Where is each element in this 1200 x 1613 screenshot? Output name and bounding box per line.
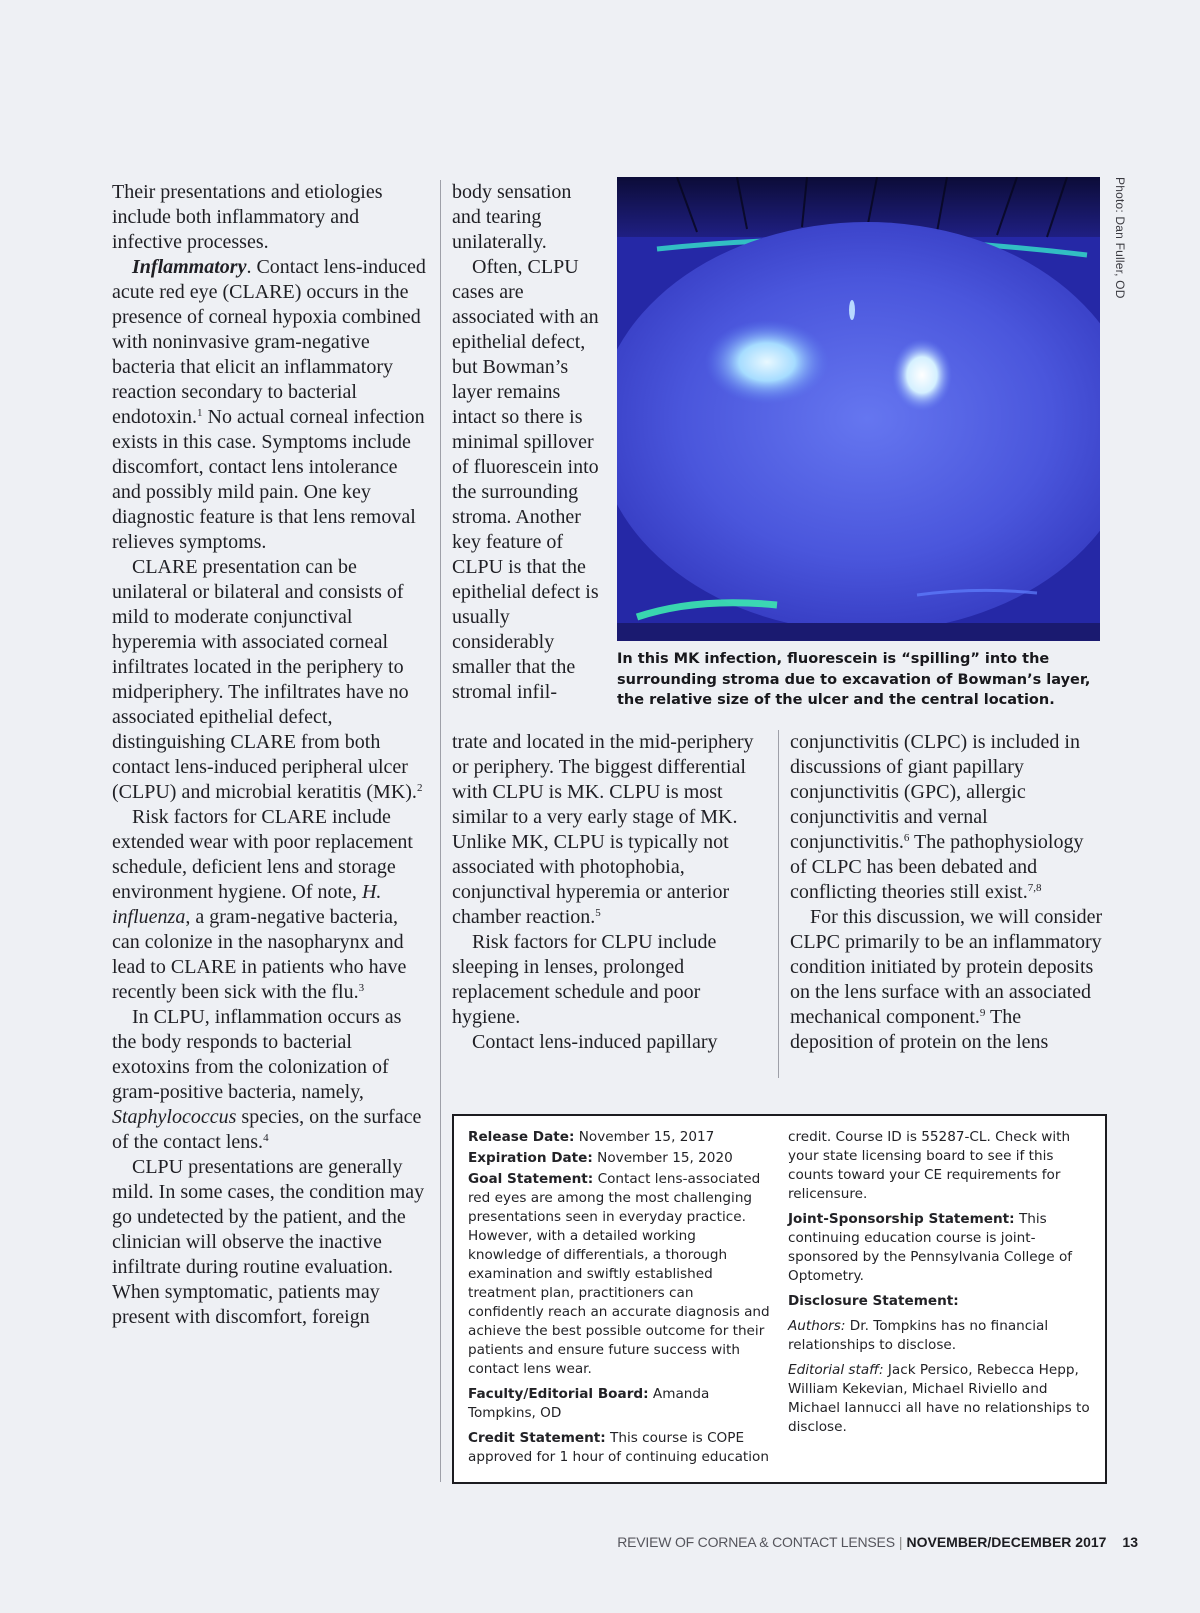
species-name: H. influenza	[112, 881, 382, 928]
paragraph: Often, CLPU cases are associated with an epithelial defect, but Bowman’s layer remains intact so there is minimal spillover of fluorescein into the surrounding stroma. Another key feature of CLPU is that the epithelial defect is usually considerably smaller that the stromal infil-	[452, 256, 599, 703]
run-in-heading: Inflammatory	[132, 256, 247, 278]
goal-statement	[468, 1170, 773, 1379]
article-column-3	[790, 730, 1105, 1055]
value: Jack Persico, Rebecca Hepp, William Kekevian, Michael Riviello and Michael Iannucci all have no relationships to disclose.	[788, 1362, 1090, 1435]
article-column-2-top	[452, 180, 602, 705]
joint-sponsorship-statement	[788, 1210, 1093, 1286]
text-run: The pathophysiology of CLPC has been debated and conflicting theories still exist.	[790, 831, 1084, 903]
ce-column-right	[788, 1128, 1093, 1443]
label: Disclosure Statement:	[788, 1293, 959, 1309]
text-run: Risk factors for CLARE include extended wear with poor replacement schedule, deficient lens and storage environment hygiene. Of note,	[112, 806, 413, 903]
article-column-1	[112, 180, 430, 1330]
paragraph	[112, 555, 430, 805]
paragraph	[112, 1005, 430, 1155]
page-footer	[560, 1534, 1138, 1550]
value: Amanda Tompkins, OD	[468, 1386, 710, 1421]
paragraph	[790, 905, 1105, 1055]
label: Goal Statement:	[468, 1171, 594, 1187]
text-run: No actual corneal infection exists in this case. Symptoms include discomfort, contact lens intolerance and possibly mild pain. One key diagnostic feature is that lens removal relieves symptoms.	[112, 406, 425, 553]
text-run: . Contact lens-induced acute red eye (CLARE) occurs in the presence of corneal hypoxia combined with noninvasive gram-negative bacteria that elicit an inflammatory reaction secondary to bacterial endotoxin.	[112, 256, 426, 428]
article-column-2-bottom	[452, 730, 767, 1055]
species-name: Staphylococcus	[112, 1106, 237, 1128]
paragraph: body sensation and tearing unilaterally.	[452, 181, 572, 253]
faculty-board	[468, 1385, 773, 1423]
column-divider	[440, 180, 441, 1482]
text-run: CLARE presentation can be unilateral or bilateral and consists of mild to moderate conjunctival hyperemia with associated corneal infiltrates located in the periphery to midperiphery. The infiltrates have no associated epithelial defect, distinguishing CLARE from both contact lens-induced peripheral ulcer (CLPU) and microbial keratitis (MK).	[112, 556, 417, 803]
text-run: trate and located in the mid-periphery or periphery. The biggest differential with CLPU is MK. CLPU is most similar to a very early stage of MK. Unlike MK, CLPU is typically not associated with photophobia, conjunctival hyperemia or anterior chamber reaction.	[452, 731, 754, 928]
text-run: conjunctivitis (CLPC) is included in discussions of giant papillary conjunctivitis (GPC), allergic conjunctivitis and vernal conjunctivitis.	[790, 731, 1080, 853]
label: Faculty/Editorial Board:	[468, 1386, 649, 1402]
fluorescein-eye-photo	[617, 177, 1100, 641]
page-number: 13	[1122, 1534, 1138, 1550]
paragraph: Their presentations and etiologies include both inflammatory and infective processes.	[112, 181, 383, 253]
authors-disclosure	[788, 1317, 1093, 1355]
label: Editorial staff:	[788, 1362, 884, 1378]
value: This continuing education course is joint-sponsored by the Pennsylvania College of Optometry.	[788, 1211, 1073, 1284]
value: November 15, 2020	[592, 1150, 733, 1166]
value: This course is COPE approved for 1 hour of continuing education	[468, 1430, 769, 1465]
credit-statement-continued: credit. Course ID is 55287-CL. Check with your state licensing board to see if this counts toward your CE requirements for relicensure.	[788, 1129, 1071, 1202]
paragraph	[112, 255, 430, 555]
reference-marker: 4	[263, 1132, 269, 1144]
ce-info-box	[452, 1114, 1107, 1484]
paragraph: CLPU presentations are generally mild. In some cases, the condition may go undetected by the patient, and the clinician will observe the inactive infiltrate during routine evaluation. When symptomatic, patients may present with discomfort, foreign	[112, 1156, 425, 1328]
reference-marker: 1	[197, 407, 203, 419]
reference-marker: 5	[595, 907, 601, 919]
expiration-date	[468, 1149, 773, 1168]
text-run: The deposition of protein on the lens	[790, 1006, 1049, 1053]
release-date	[468, 1128, 773, 1147]
issue-date: NOVEMBER/DECEMBER 2017	[906, 1534, 1107, 1550]
reference-marker: 2	[416, 782, 423, 794]
label: Joint-Sponsorship Statement:	[788, 1211, 1015, 1227]
paragraph: Risk factors for CLPU include sleeping in lenses, prolonged replacement schedule and poor hygiene.	[452, 931, 717, 1028]
figure-caption: In this MK infection, fluorescein is “spilling” into the surrounding stroma due to excavation of Bowman’s layer, the relative size of the ulcer and the central location.	[617, 651, 1091, 708]
text-run: For this discussion, we will consider CLPC primarily to be an inflammatory condition initiated by protein deposits on the lens surface with an associated mechanical component.	[790, 906, 1103, 1028]
column-divider	[778, 730, 779, 1078]
label: Credit Statement:	[468, 1430, 606, 1446]
editorial-disclosure	[788, 1361, 1093, 1437]
label: Expiration Date:	[468, 1150, 593, 1166]
reference-marker: 6	[903, 832, 910, 844]
reference-marker: 9	[979, 1007, 986, 1019]
photo-credit: Photo: Dan Fuller, OD	[1113, 177, 1127, 299]
credit-statement	[468, 1429, 773, 1467]
value: Contact lens-associated red eyes are among the most challenging presentations seen in everyday practice. However, with a detailed working knowledge of differentials, a thorough examination and swiftly established treatment plan, practitioners can confidently reach an accurate diagnosis and achieve the best possible outcome for their patients and ensure future success with contact lens wear.	[468, 1171, 770, 1377]
text-run: In CLPU, inflammation occurs as the body responds to bacterial exotoxins from the colonization of gram-positive bacteria, namely,	[112, 1006, 402, 1103]
paragraph	[112, 805, 430, 1005]
value: Dr. Tompkins has no financial relationships to disclose.	[788, 1318, 1049, 1353]
label: Release Date:	[468, 1129, 575, 1145]
ce-column-left	[468, 1128, 773, 1473]
paragraph	[452, 730, 767, 930]
text-run: species, on the surface of the contact lens.	[112, 1106, 422, 1153]
value: November 15, 2017	[574, 1129, 715, 1145]
paragraph	[790, 730, 1105, 905]
reference-marker: 7,8	[1027, 882, 1042, 894]
text-run: , a gram-negative bacteria, can colonize in the nasopharynx and lead to CLARE in patients who have recently been sick with the flu.	[112, 906, 407, 1003]
reference-marker: 3	[358, 982, 365, 994]
label: Authors:	[788, 1318, 846, 1334]
paragraph: Contact lens-induced papillary	[472, 1031, 718, 1053]
disclosure-heading	[788, 1292, 1093, 1311]
footer-separator: |	[898, 1534, 903, 1550]
publication-name: REVIEW OF CORNEA & CONTACT LENSES	[617, 1534, 895, 1550]
